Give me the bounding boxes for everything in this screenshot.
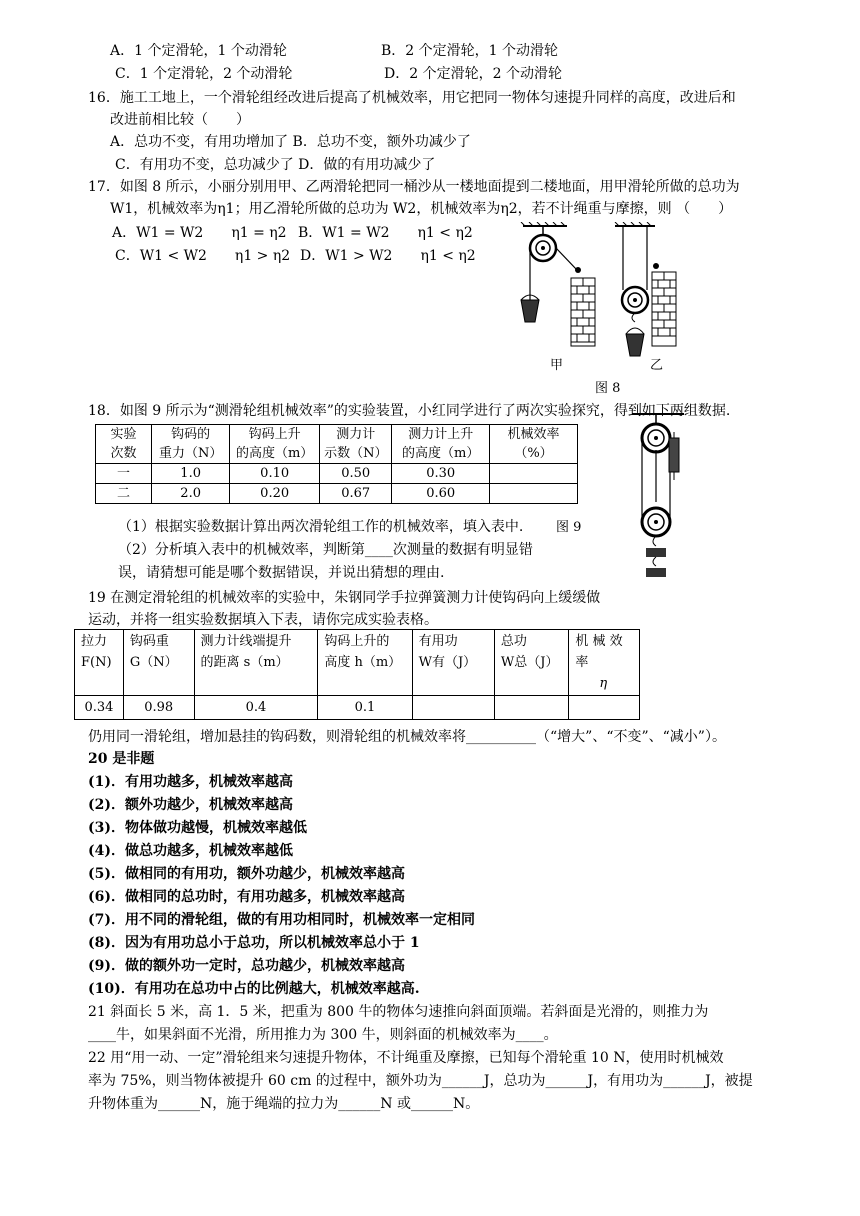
q16-stem-line1: 16．施工工地上，一个滑轮组经改进后提高了机械效率，用它把同一物体匀速提升同样的高度，改进后和	[88, 90, 736, 106]
figure-9-pulley-block	[628, 410, 690, 588]
table-header-cell: 总功 W总（J）	[494, 630, 568, 696]
table-cell: 0.98	[123, 696, 194, 720]
q17-option-b: B．W1 = W2 η1 < η2	[298, 225, 473, 241]
table-cell	[494, 696, 568, 720]
figure-8-caption: 图 8	[595, 381, 621, 396]
q19-followup: 仍用同一滑轮组，增加悬挂的钩码数，则滑轮组的机械效率将__________（“增大”、“不变”、“减小”）。	[88, 729, 726, 745]
q21-line1: 21 斜面长 5 米，高 1．5 米，把重为 800 牛的物体匀速推向斜面顶端。若斜面是光滑的，则推力为	[88, 1004, 709, 1020]
q15-option-a: A．1 个定滑轮，1 个动滑轮	[110, 43, 287, 59]
figure-8-label-jia: 甲	[550, 358, 564, 373]
table-row	[96, 484, 578, 504]
q20-item-6: (6)．做相同的总功时，有用功越多，机械效率越高	[88, 889, 405, 905]
table-cell: 0.20	[230, 484, 320, 504]
table-cell	[412, 696, 494, 720]
table-header-cell: 测力计上升 的高度（m）	[392, 425, 490, 464]
q20-title: 20 是非题	[88, 751, 155, 767]
table-cell: 0.4	[194, 696, 318, 720]
table-header-cell: 机械效率 （%）	[490, 425, 578, 464]
q20-item-9: (9)．做的额外功一定时，总功越少，机械效率越高	[88, 958, 405, 974]
table-cell	[569, 696, 640, 720]
table-cell: 1.0	[152, 464, 230, 484]
table-header-row	[75, 630, 640, 696]
table-cell: 0.67	[320, 484, 392, 504]
q18-data-table	[95, 424, 578, 504]
q17-option-a: A．W1 = W2 η1 = η2	[112, 225, 287, 241]
table-cell: 0.50	[320, 464, 392, 484]
q15-option-c: C．1 个定滑轮，2 个动滑轮	[115, 66, 293, 82]
q17-option-d: D．W1 > W2 η1 < η2	[300, 248, 476, 264]
table-cell	[490, 484, 578, 504]
table-cell: 一	[96, 464, 152, 484]
table-header-cell: 钩码上升的 高度 h（m）	[318, 630, 412, 696]
q20-item-2: (2)．额外功越少，机械效率越高	[88, 797, 293, 813]
q17-stem-line2: W1，机械效率为η1；用乙滑轮所做的总功为 W2，机械效率为η2，若不计绳重与摩擦，则 （ ）	[110, 201, 733, 217]
q17-stem-line1: 17．如图 8 所示，小丽分别用甲、乙两滑轮把同一桶沙从一楼地面提到二楼地面，用甲滑轮所做的总功为	[88, 179, 740, 195]
q18-sub1: （1）根据实验数据计算出两次滑轮组工作的机械效率，填入表中.	[118, 519, 524, 535]
q20-item-10: (10)．有用功在总功中占的比例越大，机械效率越高.	[88, 981, 420, 997]
table-cell: 2.0	[152, 484, 230, 504]
q19-stem-line2: 运动，并将一组实验数据填入下表，请你完成实验表格。	[88, 612, 438, 628]
q16-options-ab: A．总功不变，有用功增加了 B．总功不变，额外功减少了	[110, 134, 471, 150]
table-row	[75, 696, 640, 720]
table-cell: 0.60	[392, 484, 490, 504]
table-cell: 0.1	[318, 696, 412, 720]
q22-line2: 率为 75%，则当物体被提升 60 cm 的过程中，额外功为______J，总功为______J，有用功为______J，被提	[88, 1073, 753, 1089]
q20-item-3: (3)．物体做功越慢，机械效率越低	[88, 820, 307, 836]
q16-stem-line2: 改进前相比较（ ）	[110, 112, 250, 128]
q22-line1: 22 用“用一动、一定”滑轮组来匀速提升物体，不计绳重及摩擦，已知每个滑轮重 10 N，使用时机械效	[88, 1050, 724, 1066]
q15-option-b: B．2 个定滑轮，1 个动滑轮	[381, 43, 559, 59]
q20-item-8: (8)．因为有用功总小于总功，所以机械效率总小于 1	[88, 935, 420, 951]
q19-data-table	[74, 629, 640, 720]
table-cell	[490, 464, 578, 484]
table-header-cell: 钩码上升 的高度（m）	[230, 425, 320, 464]
q20-item-5: (5)．做相同的有用功，额外功越少，机械效率越高	[88, 866, 405, 882]
table-header-cell: 有用功 W有（J）	[412, 630, 494, 696]
figure-9-caption: 图 9	[556, 520, 582, 535]
table-row	[96, 464, 578, 484]
table-cell: 二	[96, 484, 152, 504]
table-header-cell: 实验 次数	[96, 425, 152, 464]
q21-line2: ____牛，如果斜面不光滑，所用推力为 300 牛，则斜面的机械效率为____。	[88, 1027, 558, 1043]
q19-stem-line1: 19 在测定滑轮组的机械效率的实验中，朱钢同学手拉弹簧测力计使钩码向上缓缓做	[88, 590, 601, 606]
q20-item-4: (4)．做总功越多，机械效率越低	[88, 843, 293, 859]
q18-sub2-line2: 误，请猜想可能是哪个数据错误，并说出猜想的理由.	[118, 565, 445, 581]
q17-option-c: C．W1 < W2 η1 > η2	[115, 248, 291, 264]
q18-stem: 18．如图 9 所示为“测滑轮组机械效率”的实验装置，小红同学进行了两次实验探究，得到如下两组数据.	[88, 403, 731, 419]
table-header-cell: 测力计线端提升 的距离 s（m）	[194, 630, 318, 696]
figure-8-label-yi: 乙	[650, 358, 664, 373]
q20-item-1: (1)．有用功越多，机械效率越高	[88, 774, 293, 790]
table-header-cell: 测力计 示数（N）	[320, 425, 392, 464]
q22-line3: 升物体重为______N，施于绳端的拉力为______N 或______N。	[88, 1096, 480, 1112]
q16-options-cd: C．有用功不变，总功减少了 D．做的有用功减少了	[115, 157, 436, 173]
table-cell: 0.34	[75, 696, 124, 720]
q15-option-d: D．2 个定滑轮，2 个动滑轮	[384, 66, 562, 82]
q18-sub2-line1: （2）分析填入表中的机械效率，判断第____次测量的数据有明显错	[118, 542, 533, 558]
table-header-cell: 钩码的 重力（N）	[152, 425, 230, 464]
table-header-cell: 钩码重 G（N）	[123, 630, 194, 696]
q20-item-7: (7)．用不同的滑轮组，做的有用功相同时，机械效率一定相同	[88, 912, 475, 928]
table-cell: 0.30	[392, 464, 490, 484]
table-header-row	[96, 425, 578, 464]
table-cell: 0.10	[230, 464, 320, 484]
table-header-cell: 机 械 效 率 η	[569, 630, 640, 696]
table-header-cell: 拉力 F(N)	[75, 630, 124, 696]
